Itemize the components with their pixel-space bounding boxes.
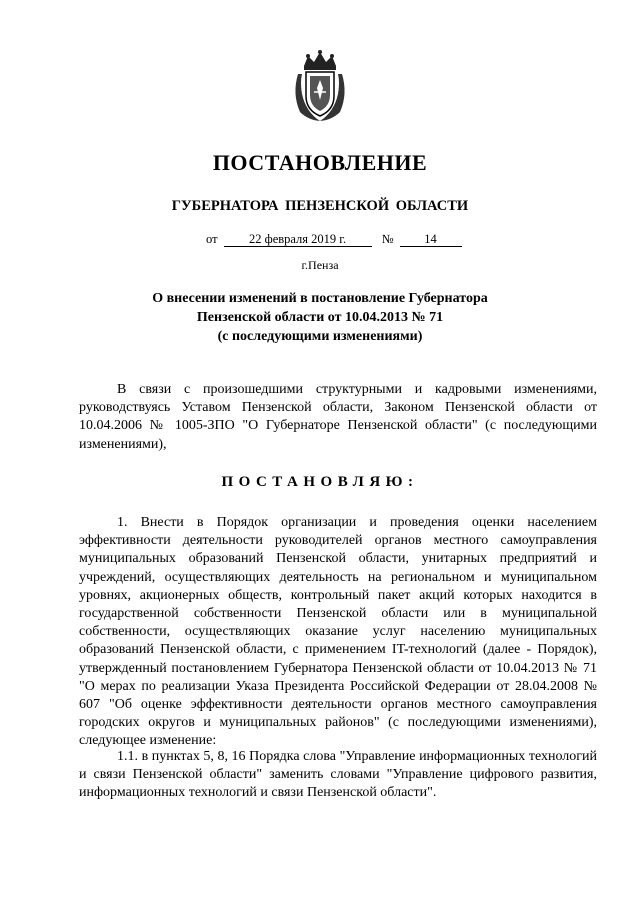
number-label: №	[381, 232, 394, 246]
document-city: г.Пенза	[301, 258, 339, 272]
decree-word: ПОСТАНОВЛЯЮ:	[221, 474, 419, 490]
coat-of-arms-icon	[290, 50, 350, 122]
item-1-1-paragraph: 1.1. в пунктах 5, 8, 16 Порядка слова "Управление информационных технологий и связи Пензенской области" заменить словами "Управление цифрового развития, информационных технологий и связи Пензенской области".	[79, 749, 597, 801]
document-date: 22 февраля 2019 г.	[224, 232, 372, 247]
heading-line-2: Пензенской области от 10.04.2013 № 71	[196, 310, 444, 325]
document-title: ПОСТАНОВЛЕНИЕ	[212, 150, 428, 175]
date-label: от	[206, 232, 218, 246]
document-heading	[0, 289, 640, 346]
date-number-line	[206, 232, 462, 247]
heading-line-3: (с последующими изменениями)	[217, 329, 423, 344]
heading-line-1: О внесении изменений в постановление Губернатора	[152, 291, 488, 306]
item-1-paragraph: 1. Внести в Порядок организации и проведения оценки населением эффективности деятельности руководителей органов местного самоуправления муниципальных образований Пензенской области, унитарных предприятий и учреждений, осуществляющих деятельность на региональном и муниципальном уровнях, акционерных обществ, контрольный пакет акций которых находится в государственной собственности Пензенской области или в муниципальной собственности, осуществляющих оказание услуг населению муниципальных образований Пензенской области, с применением IT-технологий (далее - Порядок), утвержденный постановлением Губернатора Пензенской области от 10.04.2013 № 71 "О мерах по реализации Указа Президента Российской Федерации от 28.04.2008 № 607 "Об оценке эффективности деятельности органов местного самоуправления городских округов и муниципальных районов" (с последующими изменениями), следующее изменение:	[79, 515, 597, 749]
document-number: 14	[400, 232, 462, 247]
preamble-paragraph: В связи с произошедшими структурными и кадровыми изменениями, руководствуясь Уставом Пензенской области, Законом Пензенской области от 10.04.2006 № 1005-ЗПО "О Губернаторе Пензенской области" (с последующими изменениями),	[79, 382, 597, 452]
document-issuer: ГУБЕРНАТОРА ПЕНЗЕНСКОЙ ОБЛАСТИ	[171, 198, 469, 214]
